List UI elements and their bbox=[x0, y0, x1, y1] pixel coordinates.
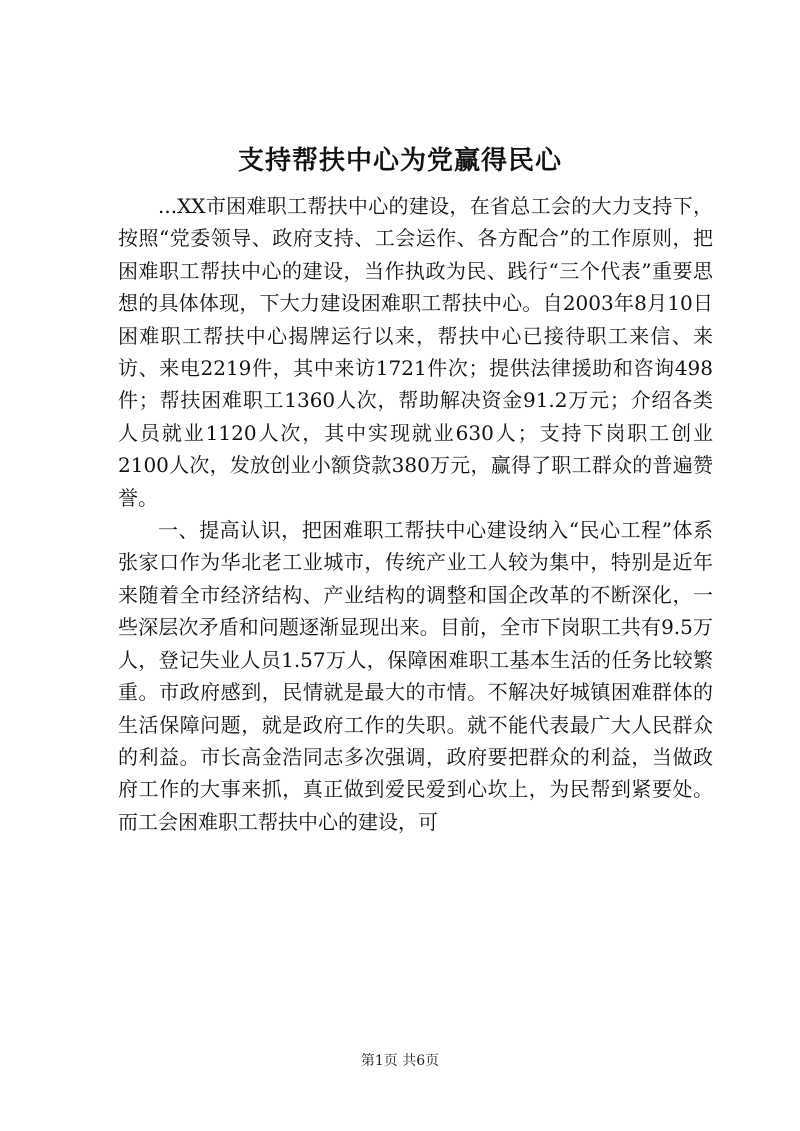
paragraph-intro: ...XX市困难职工帮扶中心的建设，在省总工会的大力支持下，按照“党委领导、政府支持、工会运作、各方配合”的工作原则，把困难职工帮扶中心的建设，当作执政为民、践行“三个代表”重要思想的具体体现，下大力建设困难职工帮扶中心。自2003年8月10日困难职工帮扶中心揭牌运行以来，帮扶中心已接待职工来信、来访、来电2219件，其中来访1721件次；提供法律援助和咨询498件；帮扶困难职工1360人次，帮助解决资金91.2万元；介绍各类人员就业1120人次，其中实现就业630人；支持下岗职工创业2100人次，发放创业小额贷款380万元，赢得了职工群众的普遍赞誉。 bbox=[118, 194, 713, 510]
document-title: 支持帮扶中心为党赢得民心 bbox=[237, 146, 562, 176]
paragraph-section-one: 一、提高认识，把困难职工帮扶中心建设纳入“民心工程”体系张家口作为华北老工业城市，传统产业工人较为集中，特别是近年来随着全市经济结构、产业结构的调整和国企改革的不断深化，一些深层次矛盾和问题逐渐显现出来。目前，全市下岗职工共有9.5万人，登记失业人员1.57万人，保障困难职工基本生活的任务比较繁重。市政府感到，民情就是最大的市情。不解决好城镇困难群体的生活保障问题，就是政府工作的失职。就不能代表最广大人民群众的利益。市长高金浩同志多次强调，政府要把群众的利益，当做政府工作的大事来抓，真正做到爱民爱到心坎上，为民帮到紧要处。而工会困难职工帮扶中心的建设，可 bbox=[118, 518, 713, 834]
page-footer: 第1页 共6页 bbox=[360, 1053, 440, 1069]
document-body bbox=[118, 190, 713, 838]
